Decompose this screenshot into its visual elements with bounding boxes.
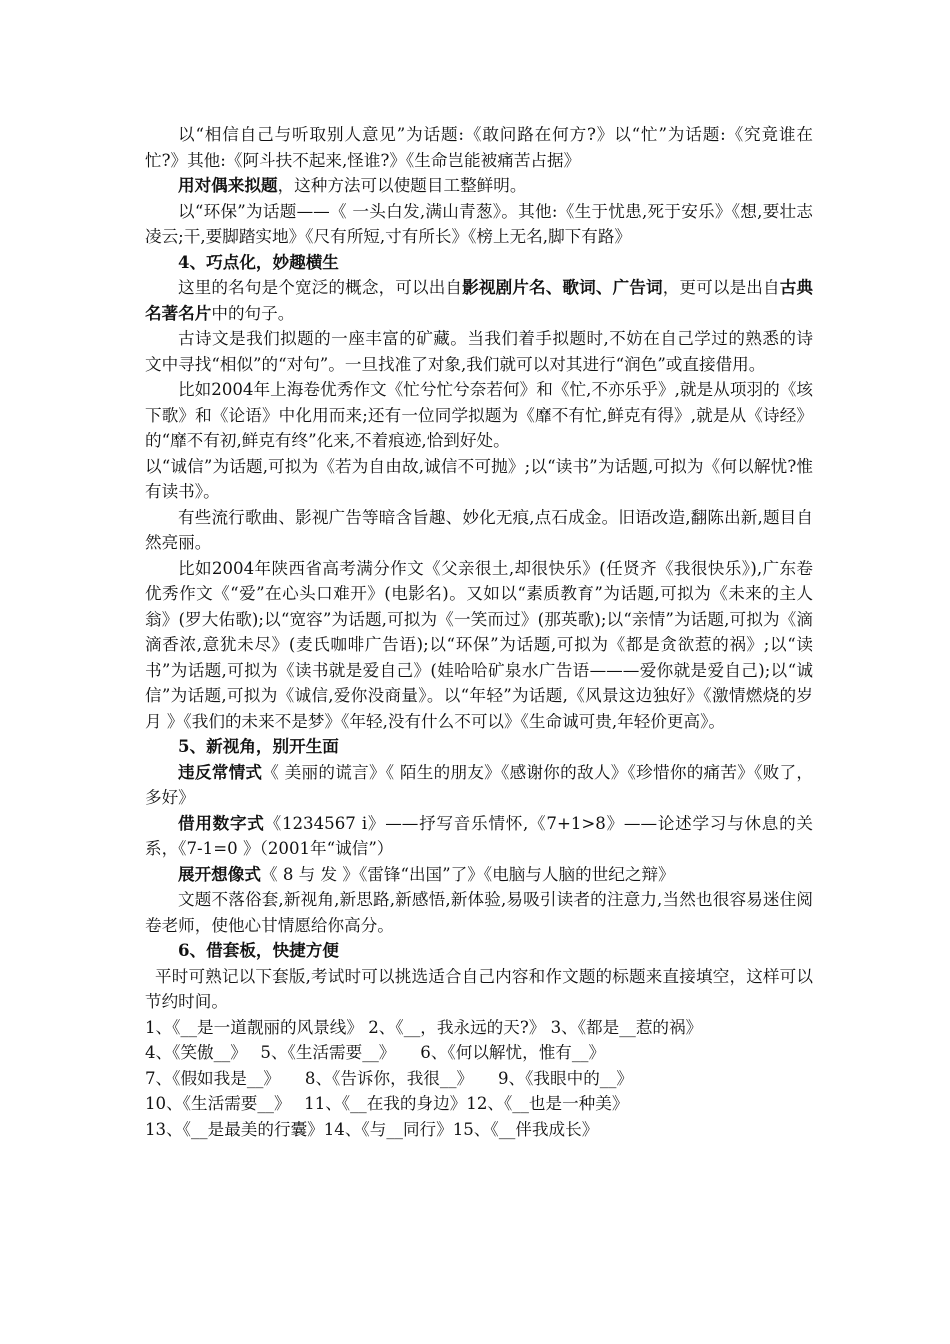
text-run: 《 8 与 发 》《雷锋“出国”了》《电脑与人脑的世纪之辩》 [260,864,675,884]
paragraph [145,122,813,173]
paragraph [145,326,813,377]
text-run: 以“诚信”为话题,可拟为《若为自由故,诚信不可抛》;以“读书”为话题,可拟为《何以解忧?惟有读书》。 [145,456,813,501]
text-run: 4、巧点化，妙趣横生 [178,251,339,272]
paragraph [145,275,813,326]
text-run: 5、新视角，别开生面 [178,736,339,756]
text-run: 比如2004年陕西省高考满分作文《父亲很土,却很快乐》(任贤齐《我很快乐》),广东卷优秀作文《“爱”在心头口难开》(电影名)。又如以“素质教育”为话题,可拟为《未来的主人翁》(罗大佑歌);以“宽容”为话题,可拟为《一笑而过》(那英歌);以“亲情”为话题,可拟为《滴滴香浓,意犹未尽》(麦氏咖啡广告语);以“环保”为话题,可拟为《都是贪欲惹的祸》;以“读书”为话题,可拟为《读书就是爱自己》(娃哈哈矿泉水广告语———爱你就是爱自己);以“诚信”为话题,可拟为《诚信,爱你没商量》。以“年轻”为话题,《风景这边独好》《激情燃烧的岁月 》《我们的未来不是梦》《年轻,没有什么不可以》《生命诚可贵,年轻价更高》。 [145,558,813,731]
paragraph [145,811,813,862]
text-run: 比如2004年上海卷优秀作文《忙兮忙兮奈若何》和《忙,不亦乐乎》,就是从项羽的《垓下歌》和《论语》中化用而来;还有一位同学拟题为《靡不有忙,鲜克有得》,就是从《诗经》的“靡不有初,鲜克有终”化来,不着痕迹,恰到好处。 [145,380,813,450]
paragraph [145,964,813,1015]
paragraph [145,1117,813,1143]
document-body [145,122,813,1142]
text-run: 这里的名句是个宽泛的概念，可以出自 [178,278,463,297]
section-heading [145,734,813,760]
bold-text: 古典名著名片 [145,277,814,323]
paragraph [145,505,813,556]
paragraph [145,760,813,811]
text-run: 《1234567 i》——抒写音乐情怀,《7+1>8》——论述学习与休息的关系，《7-1=0 》（2001年“诚信”） [145,813,814,858]
paragraph [145,1015,813,1041]
paragraph [145,454,813,505]
text-run: 文题不落俗套,新视角,新思路,新感悟,新体验,易吸引读者的注意力,当然也很容易迷住阅卷老师，使他心甘情愿给你高分。 [145,890,813,935]
bold-text: 展开想像式 [178,863,261,884]
paragraph [145,377,813,454]
bold-text: 影视剧片名、歌词、广告词 [462,277,663,297]
paragraph [145,199,813,250]
paragraph [145,862,813,888]
text-run: 10、《生活需要__》 11、《__在我的身边》12、《__也是一种美》 [145,1094,629,1113]
text-run: 中的句子。 [211,303,295,323]
text-run: 《 美丽的谎言》《 陌生的朋友》《感谢你的敌人》《珍惜你的痛苦》《败了，多好》 [145,762,813,807]
paragraph [145,1066,813,1092]
text-run: 4、《笑傲__》 5、《生活需要__》 6、《何以解忧，惟有__》 [145,1043,606,1062]
text-run: 古诗文是我们拟题的一座丰富的矿藏。当我们着手拟题时,不妨在自己学过的熟悉的诗文中寻找“相似”的“对句”。一旦找准了对象,我们就可以对其进行“润色”或直接借用。 [145,329,813,374]
text-run: ，这种方法可以使题目工整鲜明。 [277,176,527,195]
text-run: 以“环保”为话题——《 一头白发,满山青葱》。其他:《生于忧患,死于安乐》《想,要壮志凌云;干,要脚踏实地》《尺有所短,寸有所长》《榜上无名,脚下有路》 [145,201,813,246]
paragraph [145,173,813,199]
section-heading [145,938,813,964]
text-run: 以“相信自己与听取别人意见”为话题:《敢问路在何方?》以“忙”为话题:《究竟谁在忙?》其他:《阿斗扶不起来,怪谁?》《生命岂能被痛苦占据》 [145,125,813,170]
text-run: 13、《__是最美的行囊》14、《与__同行》15、《__伴我成长》 [145,1119,599,1139]
bold-text: 用对偶来拟题 [178,175,278,195]
text-run: 有些流行歌曲、影视广告等暗含旨趣、妙化无痕,点石成金。旧语改造,翻陈出新,题目自然亮丽。 [145,507,813,552]
paragraph [145,1040,813,1066]
bold-text: 违反常情式 [178,761,263,782]
text-run: 7、《假如我是__》 8、《告诉你，我很__》 9、《我眼中的__》 [145,1068,633,1088]
paragraph [145,1091,813,1117]
paragraph [145,887,813,938]
text-run: 1、《__是一道靓丽的风景线》 2、《__，我永远的天?》 3、《都是__惹的祸》 [145,1017,703,1037]
text-run: 平时可熟记以下套版,考试时可以挑选适合自己内容和作文题的标题来直接填空，这样可以节约时间。 [145,966,813,1011]
text-run: ，更可以是出自 [662,278,780,297]
paragraph [145,556,813,735]
bold-text: 借用数字式 [178,812,265,833]
text-run: 6、借套板，快捷方便 [178,940,339,960]
section-heading [145,250,813,276]
